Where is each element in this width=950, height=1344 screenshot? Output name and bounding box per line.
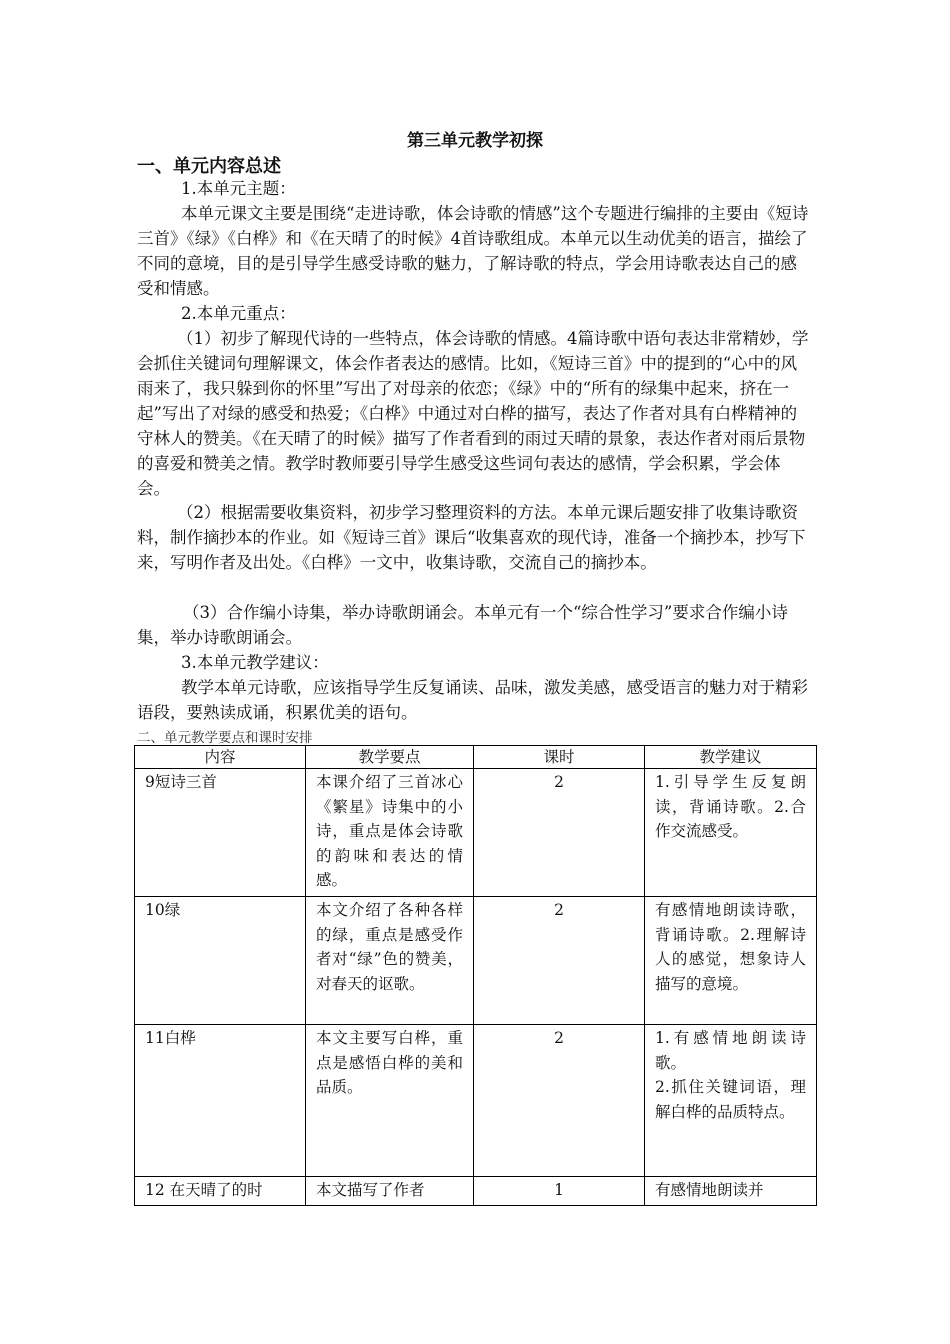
cell-points: 本文介绍了各种各样的绿，重点是感受作者对“绿”色的赞美，对春天的讴歌。 <box>306 897 474 1025</box>
cell-hours: 1 <box>474 1177 645 1206</box>
cell-advice: 有感情地朗读诗歌，背诵诗歌。2.理解诗人的感觉，想象诗人描写的意境。 <box>645 897 817 1025</box>
table-row <box>135 769 817 897</box>
cell-points: 本文描写了作者 <box>306 1177 474 1206</box>
cell-hours: 2 <box>474 769 645 897</box>
section1-heading: 一、单元内容总述 <box>137 156 281 177</box>
cell-advice: 1.引导学生反复朗读，背诵诗歌。2.合作交流感受。 <box>645 769 817 897</box>
cell-points: 本文主要写白桦，重点是感悟白桦的美和品质。 <box>306 1025 474 1177</box>
table-row <box>135 897 817 1025</box>
cell-content: 11白桦 <box>135 1025 306 1177</box>
header-points: 教学要点 <box>306 746 474 769</box>
focus-point-3: （3）合作编小诗集，举办诗歌朗诵会。本单元有一个“综合性学习”要求合作编小诗集，举办诗歌朗诵会。 <box>137 603 788 647</box>
lesson-plan-table <box>134 745 817 1206</box>
cell-advice: 1.有感情地朗读诗歌。 2.抓住关键词语，理解白桦的品质特点。 <box>645 1025 817 1177</box>
advice-paragraph: 教学本单元诗歌，应该指导学生反复诵读、品味，激发美感，感受语言的魅力对于精彩语段，要熟读成诵，积累优美的语句。 <box>137 678 808 722</box>
table-row <box>135 1025 817 1177</box>
focus-point-2: （2）根据需要收集资料，初步学习整理资料的方法。本单元课后题安排了收集诗歌资料，制作摘抄本的作业。如《短诗三首》课后“收集喜欢的现代诗，准备一个摘抄本，抄写下来，写明作者及出处。《白桦》一文中，收集诗歌，交流自己的摘抄本。 <box>137 503 806 572</box>
header-hours: 课时 <box>474 746 645 769</box>
cell-advice: 有感情地朗读并 <box>645 1177 817 1206</box>
cell-hours: 2 <box>474 1025 645 1177</box>
theme-paragraph: 本单元课文主要是围绕“走进诗歌，体会诗歌的情感”这个专题进行编排的主要由《短诗三首》《绿》《白桦》和《在天晴了的时候》4首诗歌组成。本单元以生动优美的语言，描绘了不同的意境，目的是引导学生感受诗歌的魅力，了解诗歌的特点，学会用诗歌表达自己的感受和情感。 <box>137 204 809 298</box>
focus-label: 2.本单元重点： <box>181 304 296 323</box>
table-header-row <box>135 746 817 769</box>
cell-points: 本课介绍了三首冰心《繁星》诗集中的小诗，重点是体会诗歌的韵味和表达的情感。 <box>306 769 474 897</box>
section2-heading: 二、单元教学要点和课时安排 <box>137 730 313 746</box>
document-title: 第三单元教学初探 <box>407 131 543 151</box>
cell-content: 9短诗三首 <box>135 769 306 897</box>
advice-label: 3.本单元教学建议： <box>181 653 329 672</box>
cell-content: 10绿 <box>135 897 306 1025</box>
cell-content: 12 在天晴了的时 <box>135 1177 306 1206</box>
theme-label: 1.本单元主题： <box>181 179 296 198</box>
header-advice: 教学建议 <box>645 746 817 769</box>
table-row <box>135 1177 817 1206</box>
header-content: 内容 <box>135 746 306 769</box>
focus-point-1: （1）初步了解现代诗的一些特点，体会诗歌的情感。4篇诗歌中语句表达非常精妙，学会抓住关键词句理解课文，体会作者表达的感情。比如，《短诗三首》中的提到的“心中的风雨来了，我只躲到你的怀里”写出了对母亲的依恋；《绿》中的“所有的绿集中起来，挤在一起”写出了对绿的感受和热爱；《白桦》中通过对白桦的描写，表达了作者对具有白桦精神的守林人的赞美。《在天晴了的时候》描写了作者看到的雨过天晴的景象，表达作者对雨后景物的喜爱和赞美之情。教学时教师要引导学生感受这些词句表达的感情，学会积累，学会体会。 <box>137 329 809 498</box>
cell-hours: 2 <box>474 897 645 1025</box>
